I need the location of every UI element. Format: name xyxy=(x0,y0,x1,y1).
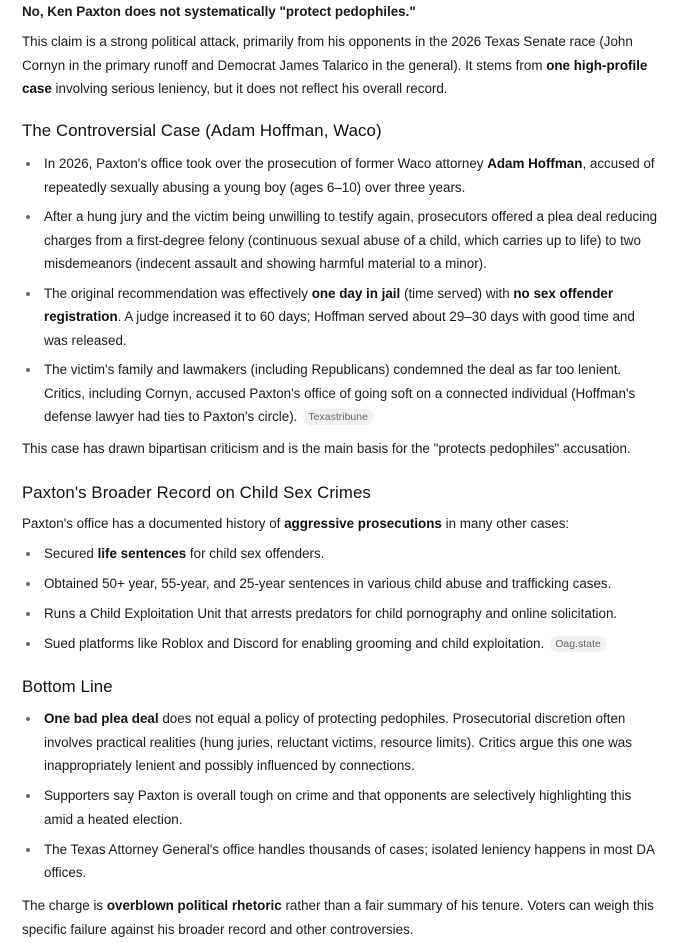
closing-paragraph xyxy=(22,894,662,941)
item-text: for child sex offenders. xyxy=(186,546,325,561)
item-emphasis: no sex offender registration xyxy=(44,285,614,324)
para-text: Paxton's office has a documented history of xyxy=(22,516,285,531)
list-item xyxy=(22,282,662,353)
list-item xyxy=(22,602,662,626)
controversial-case-list xyxy=(22,152,662,429)
intro-paragraph xyxy=(22,30,662,101)
source-chip-texastribune[interactable]: Texastribune xyxy=(303,409,373,425)
item-text: The Texas Attorney General's office handles thousands of cases; isolated leniency happens in most DA offices. xyxy=(44,841,655,880)
item-text: Sued platforms like Roblox and Discord for enabling grooming and child exploitation. xyxy=(44,636,545,651)
item-text: The victim's family and lawmakers (including Republicans) condemned the deal as far too lenient. Critics, including Cornyn, accused Paxton's office of going soft on a connected individual (Hoffman's defense lawyer had ties to Paxton's circle). xyxy=(44,362,636,424)
para-emphasis: overblown political rhetoric xyxy=(106,898,282,913)
item-emphasis: life sentences xyxy=(97,546,187,561)
para-emphasis: aggressive prosecutions xyxy=(284,516,442,531)
list-item xyxy=(22,152,662,199)
bottom-line-list xyxy=(22,707,662,885)
broader-record-list xyxy=(22,542,662,656)
item-text: , accused of repeatedly sexually abusing a young boy (ages 6–10) over three years. xyxy=(44,156,655,195)
intro-text-end: involving serious leniency, but it does not reflect his overall record. xyxy=(51,81,448,96)
list-item xyxy=(22,632,662,656)
intro-text: This claim is a strong political attack, primarily from his opponents in the 2026 Texas Senate race (John Cornyn in the primary runoff and Democrat James Talarico in the general). It stems from xyxy=(22,34,633,73)
item-text: The original recommendation was effectively xyxy=(44,285,312,301)
item-text: does not equal a policy of protecting pedophiles. Prosecutorial discretion often involves practical realities (hung juries, reluctant victims, resource limits). Critics argue this one was inappropriately lenient and possibly influenced by connections. xyxy=(44,711,632,773)
case-summary-paragraph: This case has drawn bipartisan criticism and is the main basis for the "protects pedophiles" accusation. xyxy=(22,441,631,456)
section-heading-broader-record: Paxton's Broader Record on Child Sex Crimes xyxy=(22,483,371,502)
item-text: . A judge increased it to 60 days; Hoffman served about 29–30 days with good time and was released. xyxy=(44,309,635,348)
broader-record-intro xyxy=(22,512,662,536)
item-emphasis: one day in jail xyxy=(311,285,401,301)
section-heading-controversial-case: The Controversial Case (Adam Hoffman, Waco) xyxy=(22,121,382,140)
intro-emphasis: one high-profile case xyxy=(22,57,648,96)
item-emphasis: One bad plea deal xyxy=(44,711,159,726)
item-text: Secured xyxy=(44,546,98,561)
para-text: The charge is xyxy=(22,898,107,913)
source-chip-oag-state[interactable]: Oag.state xyxy=(550,636,606,652)
item-text: Supporters say Paxton is overall tough on crime and that opponents are selectively highlighting this amid a heated election. xyxy=(44,788,632,827)
item-text: In 2026, Paxton's office took over the prosecution of former Waco attorney xyxy=(44,156,488,171)
list-item xyxy=(22,784,662,831)
section-heading-bottom-line: Bottom Line xyxy=(22,677,113,696)
item-text: (time served) with xyxy=(400,285,514,301)
list-item xyxy=(22,542,662,566)
list-item xyxy=(22,707,662,778)
list-item xyxy=(22,838,662,885)
para-text: rather than a fair summary of his tenure. Voters can weigh this specific failure against his broader record and other controversies. xyxy=(22,898,654,937)
item-text: After a hung jury and the victim being unwilling to testify again, prosecutors offered a plea deal reducing charges from a first-degree felony (continuous sexual abuse of a child, which carries up to life) to two misdemeanors (indecent assault and showing harmful material to a minor). xyxy=(44,209,658,271)
lead-statement: No, Ken Paxton does not systematically "protect pedophiles." xyxy=(22,4,416,19)
list-item xyxy=(22,358,662,429)
list-item xyxy=(22,205,662,276)
item-emphasis: Adam Hoffman xyxy=(487,156,583,171)
item-text: Obtained 50+ year, 55-year, and 25-year sentences in various child abuse and trafficking cases. xyxy=(44,576,612,591)
item-text: Runs a Child Exploitation Unit that arrests predators for child pornography and online solicitation. xyxy=(44,606,618,621)
para-text: in many other cases: xyxy=(441,516,570,531)
list-item xyxy=(22,572,662,596)
